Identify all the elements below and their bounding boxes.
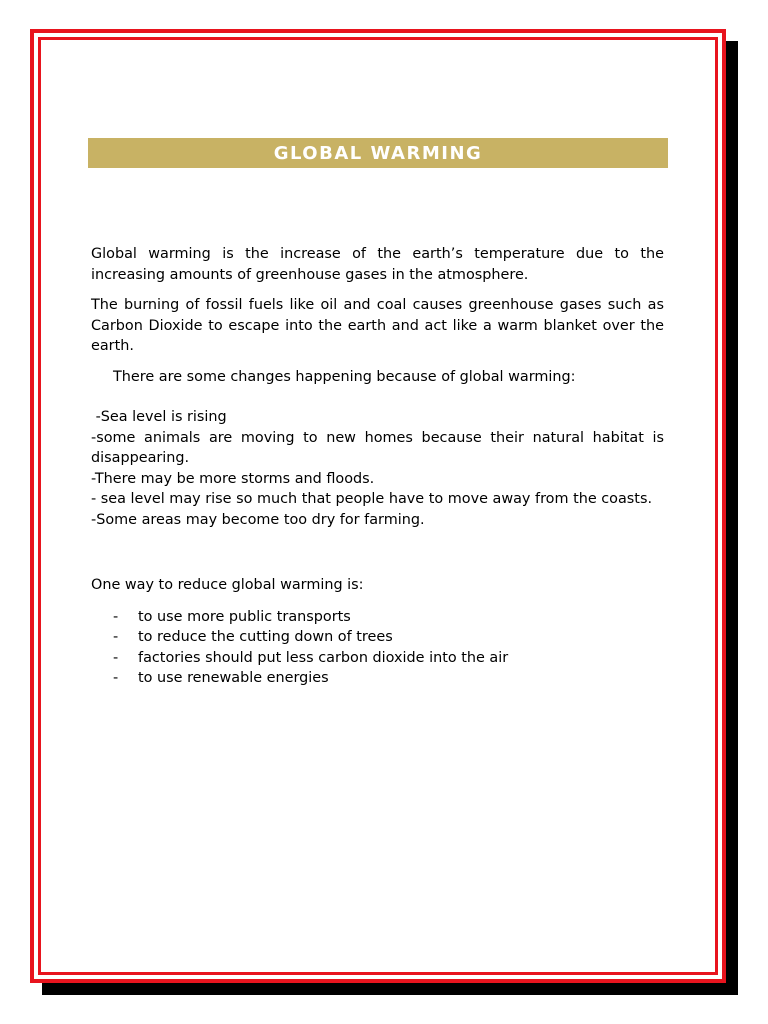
list-item — [91, 627, 664, 648]
bullet-dash: - — [113, 629, 119, 645]
list-item — [91, 607, 664, 628]
list-item-text: factories should put less carbon dioxide into the air — [138, 649, 509, 666]
list-item-text: to reduce the cutting down of trees — [138, 629, 393, 645]
paragraph-definition: Global warming is the increase of the earth’s temperature due to the increasing amounts of greenhouse gases in the atmosphere. — [91, 246, 664, 283]
change-item: -some animals are moving to new homes because their natural habitat is disappearing. — [91, 429, 664, 466]
change-item: -Some areas may become too dry for farming. — [91, 511, 425, 528]
list-item — [91, 648, 664, 669]
bullet-dash: - — [113, 649, 119, 666]
paragraph-causes: The burning of fossil fuels like oil and coal causes greenhouse gases such as Carbon Dioxide to escape into the earth and act like a warm blanket over the earth. — [91, 297, 664, 354]
change-item: -There may be more storms and floods. — [91, 470, 375, 487]
bullet-dash: - — [113, 670, 119, 686]
list-item-text: to use more public transports — [138, 608, 351, 625]
change-item: - sea level may rise so much that people have to move away from the coasts. — [91, 491, 653, 507]
bullet-dash: - — [113, 608, 119, 625]
list-item-text: to use renewable energies — [138, 670, 329, 686]
changes-intro: There are some changes happening because of global warming: — [113, 368, 576, 385]
list-item — [91, 668, 664, 689]
changes-list — [91, 407, 664, 530]
document-body — [91, 244, 664, 689]
document-title: GLOBAL WARMING — [88, 138, 668, 168]
change-item: -Sea level is rising — [91, 409, 227, 425]
reduce-intro: One way to reduce global warming is: — [91, 577, 364, 593]
reduce-list — [91, 607, 664, 689]
